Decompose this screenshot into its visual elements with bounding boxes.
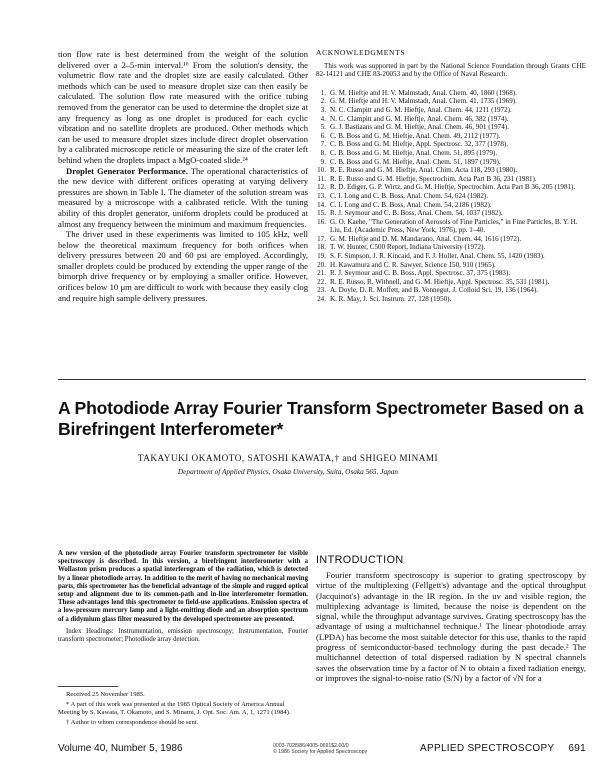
article-authors: TAKAYUKI OKAMOTO, SATOSHI KAWATA,† and SHIGEO MINAMI bbox=[137, 453, 439, 463]
abstract-text: A new version of the photodiode array Fourier transform spectrometer for visible spectroscopy is described. In this version, a birefringent interferometer with a Wollaston prism produces a spatial interferogram of the radiation, which is detected by a linear photodiode array. In addition to the merit of having no mechanical moving parts, this spectrometer has the beneficial advantage of the simple and rugged optical setup and alignment due to its common-path and in-line interferometer formation. These advantages lend this spectrometer to field-use applications. Emission spectra of a low-pressure mercury lamp and a light-emitting diode and an absorption spectrum of a didymium glass filter measured by the developed spectrometer are presented. bbox=[58, 550, 308, 623]
reference-item: 17. G. M. Hieftje and D. M. Mandarano, Anal. Chem. 44, 1616 (1972). bbox=[317, 234, 522, 243]
reference-item: 2. G. M. Hieftje and H. V. Malmstadt, Anal. Chem. 41, 1735 (1969). bbox=[320, 97, 517, 106]
index-headings: Index Headings: Instrumentation, emission spectroscopy; Instrumentation, Fourier transform spectrometer; Photodiode array detection. bbox=[58, 627, 308, 644]
body-paragraph: tion flow rate is best determined from the weight of the solution delivered over a 2–5-min interval.¹⁶ From the solution's density, the volumetric flow rate and the droplet size are easily calculated. Other methods which can be used to measure droplet size can then easily be calculated. The solution flow rate measured with the orifice tubing removed from the generator can be used to determine the droplet size at any frequency as long as one droplet is produced for each cyclic vibration and no satellite droplets are produced. Other methods which can be used to measure droplet sizes include direct droplet observation by a calibrated microscope reticle or measuring the size of the crater left behind when the droplets impact a MgO-coated slide.²⁴ bbox=[58, 49, 308, 165]
page-number: 691 bbox=[568, 743, 586, 754]
right-column-backmatter bbox=[316, 49, 586, 304]
reference-item: 22. R. E. Russo, R. Withnell, and G. M. Hieftje, Appl. Spectrosc. 35, 531 (1981). bbox=[317, 277, 550, 286]
reference-item: 24. K. R. May, J. Sci. Instrum. 27, 128 (1950). bbox=[317, 295, 452, 304]
left-column-continuation bbox=[58, 49, 308, 303]
footnote: † Author to whom correspondence should be sent. bbox=[66, 719, 199, 726]
copyright-notice: © 1986 Society for Applied Spectroscopy bbox=[273, 749, 368, 755]
reference-item: 16. G. O. Kaehe, "The Generation of Aerosols of Fine Particles," in Fine Particles, B. Y. H. Liu, Ed. (Academic Press, New York, 1976), pp. 1–40. bbox=[317, 217, 578, 235]
issn-code: 0003-7028/86/4005-0691$2.00/0 bbox=[273, 743, 349, 749]
acknowledgments-body: This work was supported in part by the National Science Foundation through Grants CHE 82-14121 and CHE 83-20053 and by the Office of Naval Research. bbox=[316, 61, 586, 79]
acknowledgments-heading: ACKNOWLEDGMENTS bbox=[316, 48, 406, 57]
copyright-codes bbox=[273, 743, 367, 755]
introduction-section bbox=[316, 554, 586, 683]
reference-item: 19. S. F. Simpson, J. R. Kincaid, and F. J. Holler, Anal. Chem. 55, 1420 (1983). bbox=[317, 252, 545, 261]
reference-item: 7. C. B. Boss and G. M. Hieftje, Appl. Spectrosc. 32, 377 (1978). bbox=[320, 140, 509, 149]
volume-info: Volume 40, Number 5, 1986 bbox=[58, 743, 183, 754]
reference-item: 11. R. E. Russo and G. M. Hieftje, Spectrochim. Acta Part B 36, 231 (1981). bbox=[317, 174, 537, 183]
article-title: A Photodiode Array Fourier Transform Spectrometer Based on a Birefringent Interferometer* bbox=[58, 398, 584, 439]
abstract bbox=[58, 550, 308, 644]
reference-item: 14. C. I. Long and C. B. Boss, Anal. Chem. 54, 2186 (1982). bbox=[317, 200, 492, 209]
section-divider bbox=[58, 379, 586, 380]
footnote: * A part of this work was presented at the 1985 Optical Society of America Annual Meeting by S. Kawata, T. Okamoto, and S. Minami, J. Opt. Soc. Am. A, 1, 1271 (1984). bbox=[58, 701, 291, 716]
journal-title: APPLIED SPECTROSCOPY bbox=[420, 743, 555, 754]
reference-list bbox=[316, 89, 586, 304]
body-text: The operational characteristics of the new device with different orifices operating at varying delivery pressures are shown in Table I. The diameter of the solution stream was measured by a microscope with a calibrated reticle. With the tuning ability of this droplet generator, uniform droplets could be produced at almost any frequency between the minimum and maximum frequencies. bbox=[58, 165, 308, 229]
runin-heading: Droplet Generator Performance. bbox=[66, 165, 188, 176]
body-paragraph: The driver used in these experiments was limited to 105 kHz, well below the theoretical maximum frequency for both orifices when delivery pressures between 20 and 60 psi are employed. Accordingly, smaller droplets could be produced by extending the upper range of the bimorph drive frequency or by employing a smaller orifice. However, orifices below 10 μm are difficult to work with because they easily clog and require high sample delivery pressures. bbox=[58, 229, 308, 303]
page-footer bbox=[58, 743, 586, 757]
journal-name bbox=[406, 743, 586, 754]
introduction-body: Fourier transform spectroscopy is superior to grating spectroscopy by virtue of the multiplexing (Fellgett's) advantage and the optical throughput (Jacquinot's) advantage in the IR region. In the uv and visible region, the multiplexing advantage is limited, because the noise is dependent on the signal, while the throughput advantage survives. Grating spectroscopy has the advantage of using a multichannel technique.¹ The linear photodiode array (LPDA) has become the most suitable detector for this use, thanks to the rapid progress of semiconductor-based technology during the past decade.² The multichannel detection of total dispersed radiation by N spectral channels saves the observation time by a factor of N to obtain a fixed radiation energy, or improves the signal-to-noise ratio (S/N) by a factor of √N for a bbox=[316, 570, 586, 683]
reference-item: 3. N. C. Clampitt and G. M. Hieftje, Anal. Chem. 44, 1211 (1972). bbox=[320, 105, 512, 114]
reference-item: 5. G. J. Bastiaans and G. M. Hieftje, Anal. Chem. 46, 901 (1974). bbox=[320, 123, 509, 132]
reference-item: 21. R. J. Seymour and C. B. Boss, Appl. Spectrosc. 37, 375 (1983). bbox=[317, 269, 511, 278]
reference-item: 20. H. Kawamura and C. R. Sawyer, Science 150, 910 (1965). bbox=[317, 260, 496, 269]
article-affiliation: Department of Applied Physics, Osaka University, Suita, Osaka 565, Japan bbox=[177, 467, 399, 476]
footnote-rule bbox=[58, 686, 118, 687]
reference-item: 10. R. E. Russo and G. M. Hieftje, Anal. Chim. Acta 118, 293 (1980). bbox=[317, 166, 518, 175]
reference-item: 1. G. M. Hieftje and H. V. Malmstadt, Anal. Chem. 40, 1860 (1968). bbox=[320, 88, 517, 97]
reference-item: 4. N. C. Clampitt and G. M. Hieftje, Anal. Chem. 46, 382 (1974). bbox=[320, 114, 509, 123]
body-paragraph bbox=[58, 166, 308, 230]
reference-item: 18. T. W. Hunter, C500 Report, Indiana University (1972). bbox=[317, 243, 486, 252]
reference-item: 6. C. B. Boss and G. M. Hieftje, Anal. Chem. 49, 2112 (1977). bbox=[320, 131, 501, 140]
reference-item: 12. R. D. Ediger, G. P. Wirtz, and G. M. Hieftje, Spectrochim. Acta Part B 36, 205 (1981). bbox=[317, 183, 576, 192]
reference-item: 23. A. Doyle, D. R. Moffett, and B. Vonnegut, J. Colloid Sci. 19, 136 (1964). bbox=[317, 286, 539, 295]
footnotes bbox=[58, 686, 308, 729]
reference-item: 15. R. J. Seymour and C. B. Boss, Anal. Chem. 54, 1037 (1982). bbox=[317, 209, 503, 218]
introduction-heading: INTRODUCTION bbox=[316, 554, 404, 566]
reference-item: 8. C. B. Boss and G. M. Hieftje, Anal. Chem. 51, 895 (1979). bbox=[320, 148, 498, 157]
received-date: Received 25 November 1985. bbox=[66, 691, 145, 698]
reference-item: 13. C. I. Long and C. B. Boss, Anal. Chem. 54, 624 (1982). bbox=[317, 191, 489, 200]
reference-item: 9. C. B. Boss and G. M. Hieftje, Anal. Chem. 51, 1897 (1979). bbox=[320, 157, 501, 166]
